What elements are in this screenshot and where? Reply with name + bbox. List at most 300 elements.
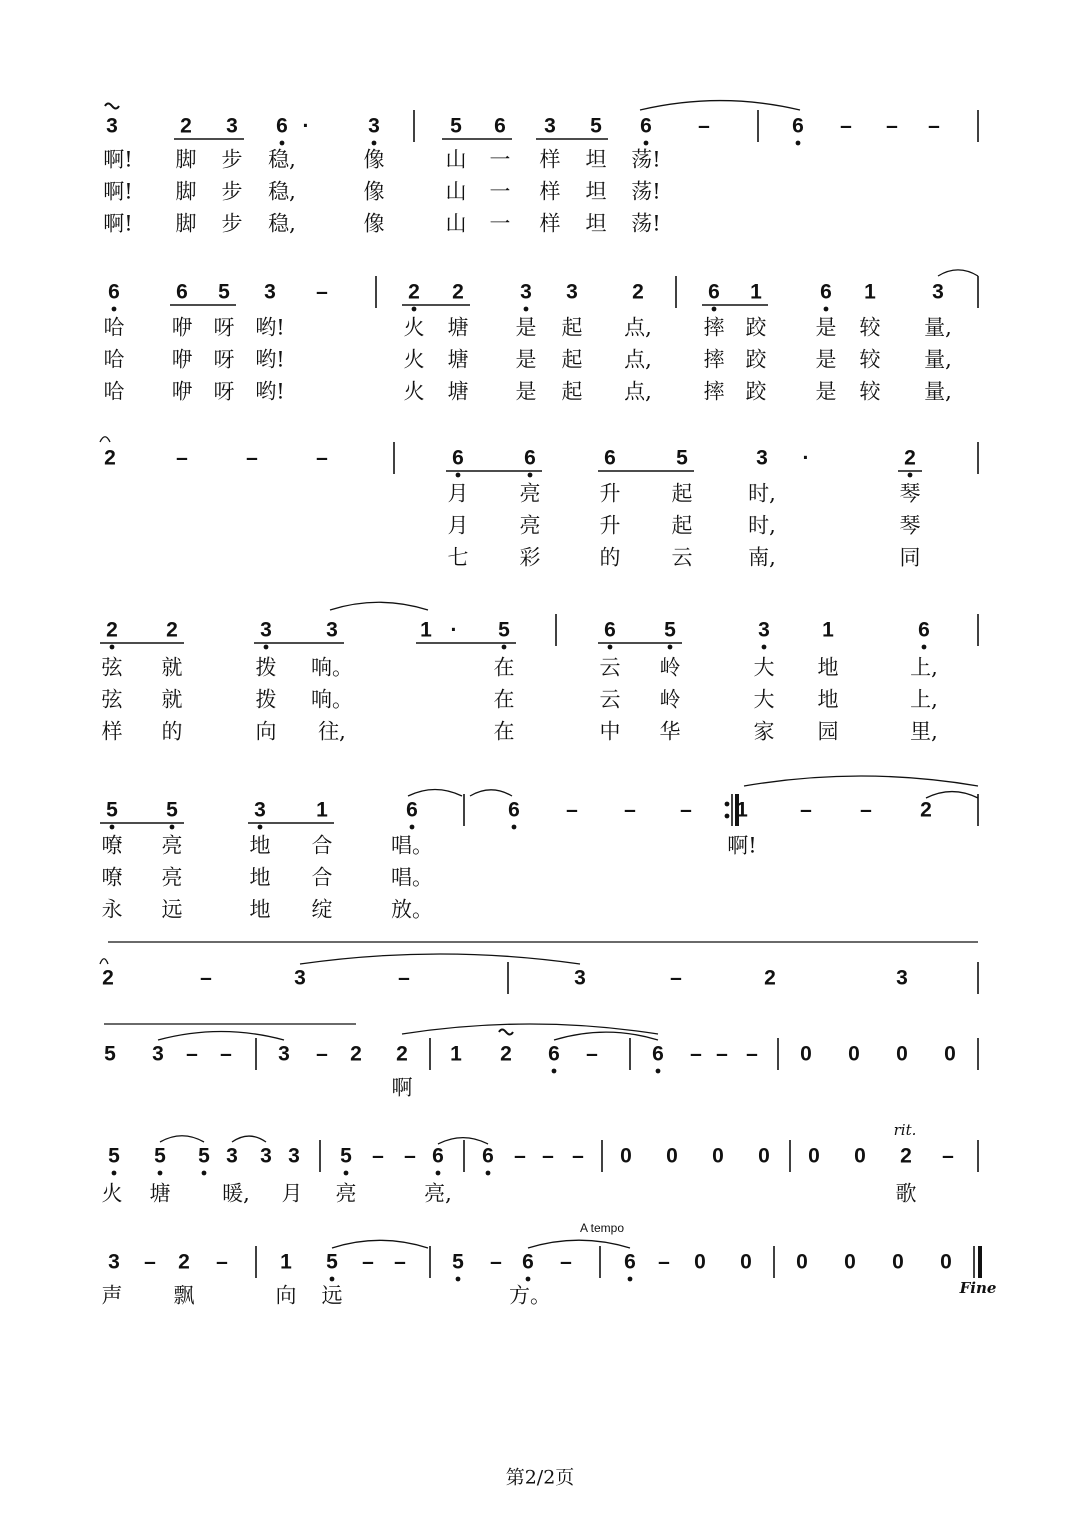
note: 0 xyxy=(854,1144,866,1168)
turn-ornament-icon xyxy=(105,104,119,109)
note: 2 xyxy=(408,280,420,304)
note: 3 xyxy=(294,966,306,990)
octave-dot-below xyxy=(486,1171,491,1176)
note: 3 xyxy=(326,618,338,642)
lyric-syllable: 是 xyxy=(515,347,537,372)
dash-extension: – xyxy=(144,1250,156,1274)
octave-dot-below xyxy=(258,825,263,830)
octave-dot-below xyxy=(170,825,175,830)
note: 1 xyxy=(736,798,748,822)
lyric-syllable: 摔 xyxy=(703,347,725,372)
note: 3 xyxy=(566,280,578,304)
note: 6 xyxy=(792,114,804,138)
lyric-syllable: 拨 xyxy=(255,655,277,680)
lyric-syllable: 较 xyxy=(859,379,881,404)
ritardando-mark: rit. xyxy=(893,1121,917,1139)
note: 3 xyxy=(574,966,586,990)
note: 5 xyxy=(218,280,230,304)
lyric-syllable: 嘹 xyxy=(101,865,123,890)
lyric-syllable: 样 xyxy=(539,211,561,236)
lyric-syllable: 塘 xyxy=(447,315,469,340)
lyric-syllable: 在 xyxy=(493,687,515,712)
dash-extension: – xyxy=(928,114,940,138)
lyric-syllable: 时, xyxy=(748,481,776,506)
note: 6 xyxy=(708,280,720,304)
lyric-syllable: 向 xyxy=(255,719,277,744)
note: 6 xyxy=(522,1250,534,1274)
note: 0 xyxy=(740,1250,752,1274)
note: 3 xyxy=(758,618,770,642)
lyric-syllable: 起 xyxy=(671,513,693,538)
lyric-syllable: 哈 xyxy=(103,379,125,404)
lyric-syllable: 大 xyxy=(753,655,775,680)
lyric-syllable: 七 xyxy=(447,545,469,570)
lyric-syllable: 样 xyxy=(539,147,561,172)
lyric-syllable: 脚 xyxy=(175,211,197,236)
dash-extension: – xyxy=(186,1042,198,1066)
lyric-syllable: 同 xyxy=(899,545,921,570)
lyric-syllable: 响。 xyxy=(311,687,353,712)
note: 5 xyxy=(450,114,462,138)
lyric-syllable: 是 xyxy=(515,379,537,404)
lyric-syllable: 呀 xyxy=(213,315,235,340)
octave-dot-below xyxy=(526,1277,531,1282)
lyric-syllable: 亮 xyxy=(161,865,183,890)
note: 2 xyxy=(102,966,114,990)
note: 3 xyxy=(520,280,532,304)
lyric-syllable: 合 xyxy=(311,833,333,858)
octave-dot-below xyxy=(512,825,517,830)
lyric-syllable: 样 xyxy=(539,179,561,204)
lyric-syllable: 弦 xyxy=(101,655,123,680)
dash-extension: – xyxy=(316,1042,328,1066)
note: 0 xyxy=(844,1250,856,1274)
note: 0 xyxy=(892,1250,904,1274)
lyric-syllable: 华 xyxy=(659,719,681,744)
note: 3 xyxy=(288,1144,300,1168)
note: 3 xyxy=(264,280,276,304)
dash-extension: – xyxy=(362,1250,374,1274)
lyric-syllable: 山 xyxy=(445,211,467,236)
note: 3 xyxy=(108,1250,120,1274)
octave-dot-below xyxy=(112,307,117,312)
lyric-syllable: 点, xyxy=(624,315,652,340)
lyric-syllable: 远 xyxy=(161,897,183,922)
slur-tie xyxy=(744,776,978,786)
octave-dot-below xyxy=(456,473,461,478)
note: 6 xyxy=(820,280,832,304)
lyric-syllable: 是 xyxy=(815,379,837,404)
note: 3 xyxy=(106,114,118,138)
lyric-syllable: 点, xyxy=(624,347,652,372)
note: 3 xyxy=(152,1042,164,1066)
dash-extension: – xyxy=(658,1250,670,1274)
lyric-syllable: 较 xyxy=(859,347,881,372)
lyric-syllable: 就 xyxy=(161,655,183,680)
lyric-syllable: 哟! xyxy=(255,379,285,404)
dash-extension: – xyxy=(572,1144,584,1168)
lyric-syllable: 地 xyxy=(817,687,839,712)
lyric-syllable: 像 xyxy=(363,147,385,172)
lyric-syllable: 亮 xyxy=(161,833,183,858)
lyric-syllable: 啊! xyxy=(103,179,133,204)
lyric-syllable: 亮 xyxy=(519,513,541,538)
lyric-syllable: 合 xyxy=(311,865,333,890)
lyric-syllable: 样 xyxy=(101,719,123,744)
slur-tie xyxy=(640,101,800,110)
lyric-syllable: 啊! xyxy=(727,833,757,858)
dash-extension: – xyxy=(372,1144,384,1168)
lyric-syllable: 稳, xyxy=(268,179,296,204)
lyric-syllable: 稳, xyxy=(268,211,296,236)
note: 6 xyxy=(432,1144,444,1168)
lyric-syllable: 云 xyxy=(671,545,693,570)
lyric-syllable: 嘹 xyxy=(101,833,123,858)
octave-dot-below xyxy=(436,1171,441,1176)
lyric-syllable: 呀 xyxy=(213,379,235,404)
note: 3 xyxy=(756,446,768,470)
note: 1 xyxy=(750,280,762,304)
lyric-syllable: 唱。 xyxy=(391,865,433,890)
note: 5 xyxy=(154,1144,166,1168)
lyric-syllable: 歌 xyxy=(895,1181,917,1206)
note: 2 xyxy=(632,280,644,304)
note: 6 xyxy=(548,1042,560,1066)
lyric-syllable: 远 xyxy=(321,1283,343,1308)
lyric-syllable: 火 xyxy=(403,379,425,404)
lyric-syllable: 唱。 xyxy=(391,833,433,858)
lyric-syllable: 点, xyxy=(624,379,652,404)
lyric-syllable: 坦 xyxy=(585,179,607,204)
note: 1 xyxy=(316,798,328,822)
lyric-syllable: 大 xyxy=(753,687,775,712)
note: 3 xyxy=(226,114,238,138)
octave-dot-below xyxy=(762,645,767,650)
lyric-syllable: 声 xyxy=(101,1283,123,1308)
note: 2 xyxy=(180,114,192,138)
note: 6 xyxy=(604,618,616,642)
lyric-syllable: 上, xyxy=(910,655,938,680)
page-number: 第2/2页 xyxy=(505,1466,575,1489)
octave-dot-below xyxy=(796,141,801,146)
lyric-syllable: 彩 xyxy=(519,545,541,570)
lyric-syllable: 岭 xyxy=(659,687,681,712)
lyric-syllable: 步 xyxy=(221,179,243,204)
lyric-syllable: 上, xyxy=(910,687,938,712)
lyric-syllable: 摔 xyxy=(703,379,725,404)
fine-mark: Fine xyxy=(959,1279,997,1297)
note: 0 xyxy=(620,1144,632,1168)
lyric-syllable: 荡! xyxy=(631,179,661,204)
slur-tie xyxy=(528,1240,630,1248)
lyric-syllable: 亮, xyxy=(424,1181,452,1206)
note: 0 xyxy=(694,1250,706,1274)
lyric-syllable: 火 xyxy=(403,347,425,372)
lyric-syllable: 像 xyxy=(363,179,385,204)
lyric-syllable: 的 xyxy=(161,719,183,744)
slur-tie xyxy=(232,1136,266,1142)
dash-extension: – xyxy=(560,1250,572,1274)
lyric-syllable: 步 xyxy=(221,211,243,236)
augmentation-dot: · xyxy=(450,618,458,642)
lyric-syllable: 起 xyxy=(561,379,583,404)
octave-dot-below xyxy=(330,1277,335,1282)
note: 5 xyxy=(104,1042,116,1066)
repeat-dot xyxy=(725,814,730,819)
lyric-syllable: 塘 xyxy=(447,347,469,372)
dash-extension: – xyxy=(176,446,188,470)
lyric-syllable: 弦 xyxy=(101,687,123,712)
dash-extension: – xyxy=(840,114,852,138)
dash-extension: – xyxy=(746,1042,758,1066)
lyric-syllable: 脚 xyxy=(175,179,197,204)
note: 3 xyxy=(368,114,380,138)
lyric-syllable: 步 xyxy=(221,147,243,172)
note: 5 xyxy=(166,798,178,822)
lyric-syllable: 在 xyxy=(493,719,515,744)
note: 0 xyxy=(808,1144,820,1168)
note: 0 xyxy=(666,1144,678,1168)
lyric-syllable: 山 xyxy=(445,147,467,172)
dash-extension: – xyxy=(398,966,410,990)
note: 6 xyxy=(108,280,120,304)
lyric-syllable: 飘 xyxy=(173,1283,195,1308)
octave-dot-below xyxy=(456,1277,461,1282)
note: 2 xyxy=(764,966,776,990)
lyric-syllable: 啊! xyxy=(103,211,133,236)
note: 1 xyxy=(280,1250,292,1274)
lyric-syllable: 亮 xyxy=(519,481,541,506)
lyric-syllable: 时, xyxy=(748,513,776,538)
dash-extension: – xyxy=(514,1144,526,1168)
repeat-dot xyxy=(725,802,730,807)
octave-dot-below xyxy=(628,1277,633,1282)
lyric-syllable: 一 xyxy=(489,179,511,204)
note: 5 xyxy=(498,618,510,642)
slur-tie xyxy=(158,1032,284,1041)
octave-dot-below xyxy=(112,1171,117,1176)
a-tempo-mark: A tempo xyxy=(579,1221,625,1235)
lyric-syllable: 响。 xyxy=(311,655,353,680)
lyric-syllable: 一 xyxy=(489,147,511,172)
note: 1 xyxy=(450,1042,462,1066)
note: 2 xyxy=(396,1042,408,1066)
lyric-syllable: 哈 xyxy=(103,347,125,372)
octave-dot-below xyxy=(264,645,269,650)
octave-dot-below xyxy=(202,1171,207,1176)
note: 5 xyxy=(590,114,602,138)
lyric-syllable: 是 xyxy=(815,315,837,340)
slur-tie xyxy=(100,437,110,442)
note: 6 xyxy=(482,1144,494,1168)
lyric-syllable: 放。 xyxy=(391,897,433,922)
dash-extension: – xyxy=(670,966,682,990)
dash-extension: – xyxy=(860,798,872,822)
note: 0 xyxy=(712,1144,724,1168)
note: 3 xyxy=(254,798,266,822)
lyric-syllable: 地 xyxy=(817,655,839,680)
note: 6 xyxy=(652,1042,664,1066)
lyric-syllable: 呀 xyxy=(213,347,235,372)
lyric-syllable: 量, xyxy=(924,315,952,340)
note: 6 xyxy=(508,798,520,822)
dash-extension: – xyxy=(394,1250,406,1274)
note: 0 xyxy=(944,1042,956,1066)
slur-tie xyxy=(470,790,512,796)
dash-extension: – xyxy=(942,1144,954,1168)
dash-extension: – xyxy=(566,798,578,822)
note: 2 xyxy=(350,1042,362,1066)
note: 6 xyxy=(406,798,418,822)
note: 5 xyxy=(452,1250,464,1274)
note: 6 xyxy=(524,446,536,470)
note: 6 xyxy=(452,446,464,470)
note: 5 xyxy=(106,798,118,822)
note: 2 xyxy=(900,1144,912,1168)
lyric-syllable: 云 xyxy=(599,655,621,680)
lyric-syllable: 啊! xyxy=(103,147,133,172)
octave-dot-below xyxy=(372,141,377,146)
note: 3 xyxy=(278,1042,290,1066)
dash-extension: – xyxy=(542,1144,554,1168)
dash-extension: – xyxy=(216,1250,228,1274)
lyric-syllable: 岭 xyxy=(659,655,681,680)
lyric-syllable: 家 xyxy=(753,719,775,744)
lyric-syllable: 坦 xyxy=(585,211,607,236)
lyric-syllable: 咿 xyxy=(171,379,193,404)
lyric-syllable: 是 xyxy=(515,315,537,340)
lyric-syllable: 绽 xyxy=(311,897,333,922)
lyric-syllable: 跤 xyxy=(745,315,767,340)
note: 5 xyxy=(198,1144,210,1168)
note: 3 xyxy=(226,1144,238,1168)
lyric-syllable: 量, xyxy=(924,379,952,404)
note: 6 xyxy=(176,280,188,304)
note: 1 xyxy=(822,618,834,642)
octave-dot-below xyxy=(608,645,613,650)
lyric-syllable: 亮 xyxy=(335,1181,357,1206)
note: 0 xyxy=(848,1042,860,1066)
note: 2 xyxy=(166,618,178,642)
lyric-syllable: 云 xyxy=(599,687,621,712)
note: 3 xyxy=(544,114,556,138)
slur-tie xyxy=(438,1138,488,1144)
dash-extension: – xyxy=(404,1144,416,1168)
note: 2 xyxy=(904,446,916,470)
lyric-syllable: 跤 xyxy=(745,379,767,404)
lyric-syllable: 园 xyxy=(817,719,839,744)
note: 0 xyxy=(940,1250,952,1274)
note: 6 xyxy=(918,618,930,642)
lyric-syllable: 啊 xyxy=(391,1075,413,1100)
note: 2 xyxy=(178,1250,190,1274)
lyric-syllable: 咿 xyxy=(171,315,193,340)
lyric-syllable: 跤 xyxy=(745,347,767,372)
lyric-syllable: 琴 xyxy=(899,481,921,506)
lyric-syllable: 地 xyxy=(249,833,271,858)
lyric-syllable: 一 xyxy=(489,211,511,236)
lyric-syllable: 月 xyxy=(447,513,469,538)
note: 2 xyxy=(452,280,464,304)
octave-dot-below xyxy=(280,141,285,146)
octave-dot-below xyxy=(824,307,829,312)
dash-extension: – xyxy=(246,446,258,470)
lyric-syllable: 坦 xyxy=(585,147,607,172)
note: 3 xyxy=(260,1144,272,1168)
dash-extension: – xyxy=(690,1042,702,1066)
slur-tie xyxy=(554,1032,658,1040)
lyric-syllable: 火 xyxy=(403,315,425,340)
note: 5 xyxy=(664,618,676,642)
lyric-syllable: 中 xyxy=(599,719,621,744)
dash-extension: – xyxy=(680,798,692,822)
slur-tie xyxy=(160,1136,204,1142)
octave-dot-below xyxy=(410,825,415,830)
lyric-syllable: 地 xyxy=(249,897,271,922)
note: 6 xyxy=(494,114,506,138)
lyric-syllable: 的 xyxy=(599,545,621,570)
turn-ornament-icon xyxy=(499,1030,513,1035)
note: 5 xyxy=(108,1144,120,1168)
note: 3 xyxy=(896,966,908,990)
note: 5 xyxy=(676,446,688,470)
note: 0 xyxy=(800,1042,812,1066)
note: 0 xyxy=(896,1042,908,1066)
note: 2 xyxy=(500,1042,512,1066)
octave-dot-below xyxy=(552,1069,557,1074)
slur-tie xyxy=(330,602,428,610)
lyric-syllable: 哟! xyxy=(255,315,285,340)
lyric-syllable: 摔 xyxy=(703,315,725,340)
lyric-syllable: 就 xyxy=(161,687,183,712)
octave-dot-below xyxy=(656,1069,661,1074)
lyric-syllable: 塘 xyxy=(149,1181,171,1206)
lyric-syllable: 拨 xyxy=(255,687,277,712)
lyric-syllable: 琴 xyxy=(899,513,921,538)
slur-tie xyxy=(100,959,108,964)
note: 1 xyxy=(864,280,876,304)
octave-dot-below xyxy=(412,307,417,312)
dash-extension: – xyxy=(316,280,328,304)
lyric-syllable: 山 xyxy=(445,179,467,204)
note: 3 xyxy=(260,618,272,642)
note: 2 xyxy=(104,446,116,470)
lyric-syllable: 南, xyxy=(748,545,776,570)
octave-dot-below xyxy=(908,473,913,478)
lyric-syllable: 起 xyxy=(561,347,583,372)
dash-extension: – xyxy=(698,114,710,138)
lyric-syllable: 荡! xyxy=(631,211,661,236)
dash-extension: – xyxy=(316,446,328,470)
lyric-syllable: 咿 xyxy=(171,347,193,372)
note: 2 xyxy=(106,618,118,642)
note: 3 xyxy=(932,280,944,304)
dash-extension: – xyxy=(624,798,636,822)
lyric-syllable: 较 xyxy=(859,315,881,340)
lyric-syllable: 里, xyxy=(910,719,938,744)
lyric-syllable: 荡! xyxy=(631,147,661,172)
augmentation-dot: · xyxy=(802,446,810,470)
lyric-syllable: 像 xyxy=(363,211,385,236)
lyric-syllable: 稳, xyxy=(268,147,296,172)
note: 5 xyxy=(340,1144,352,1168)
lyric-syllable: 升 xyxy=(599,481,621,506)
dash-extension: – xyxy=(886,114,898,138)
lyric-syllable: 地 xyxy=(249,865,271,890)
note: 6 xyxy=(276,114,288,138)
lyric-syllable: 是 xyxy=(815,347,837,372)
octave-dot-below xyxy=(110,825,115,830)
